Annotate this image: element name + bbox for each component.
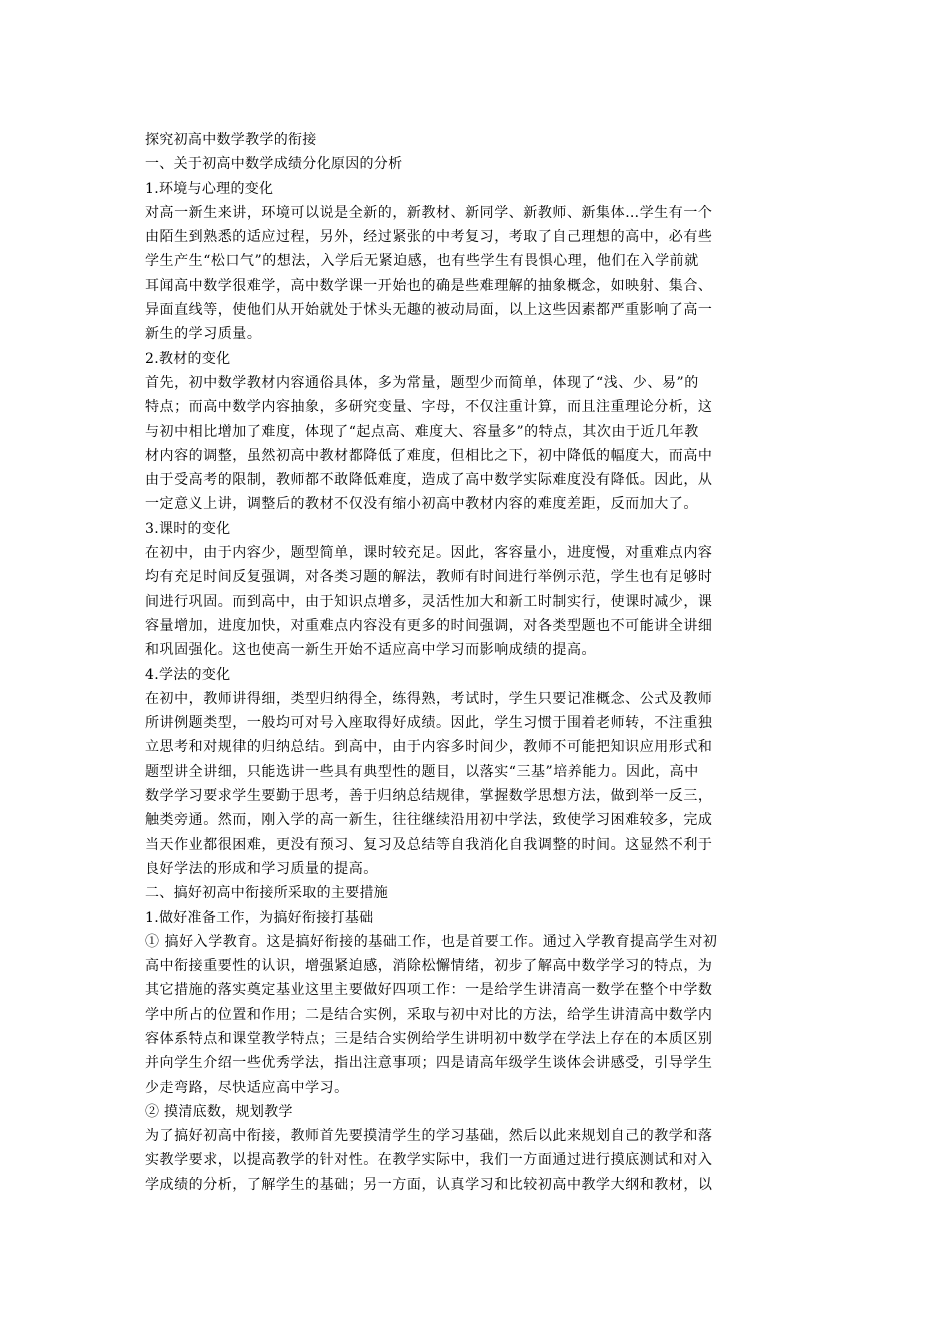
paragraph-line: ① 搞好入学教育。这是搞好衔接的基础工作，也是首要工作。通过入学教育提高学生对初 — [145, 933, 718, 950]
paragraph-line: 良好学法的形成和学习质量的提高。 — [145, 860, 378, 877]
subsection-heading: 4.学法的变化 — [145, 666, 231, 683]
paragraph-line: 数学学习要求学生要勤于思考，善于归纳总结规律，掌握数学思想方法，做到举一反三， — [145, 788, 713, 805]
paragraph-line: 由于受高考的限制，教师都不敢降低难度，造成了高中数学实际难度没有降低。因此，从 — [145, 472, 713, 489]
subsection-heading: 1.做好准备工作，为搞好衔接打基础 — [145, 909, 374, 926]
paragraph-line: 当天作业都很困难，更没有预习、复习及总结等自我消化自我调整的时间。这显然不利于 — [145, 836, 713, 853]
paragraph-line: 学成绩的分析，了解学生的基础；另一方面，认真学习和比较初高中教学大纲和教材，以 — [145, 1176, 713, 1193]
paragraph-line: 题型讲全讲细，只能选讲一些具有典型性的题目，以落实“三基”培养能力。因此，高中 — [145, 763, 699, 780]
paragraph-line: 材内容的调整，虽然初高中教材都降低了难度，但相比之下，初中降低的幅度大，而高中 — [145, 447, 713, 464]
document-page — [145, 128, 807, 1197]
paragraph-line: 均有充足时间反复强调，对各类习题的解法，教师有时间进行举例示范，学生也有足够时 — [145, 569, 713, 586]
paragraph-line: 一定意义上讲，调整后的教材不仅没有缩小初高中教材内容的难度差距，反而加大了。 — [145, 496, 698, 513]
paragraph-line: 高中衔接重要性的认识，增强紧迫感，消除松懈情绪，初步了解高中数学学习的特点，为 — [145, 958, 713, 975]
paragraph-line: 学中所占的位置和作用；二是结合实例，采取与初中对比的方法，给学生讲清高中数学内 — [145, 1006, 713, 1023]
paragraph-line: 异面直线等，使他们从开始就处于怵头无趣的被动局面，以上这些因素都严重影响了高一 — [145, 302, 713, 319]
subsection-heading: 3.课时的变化 — [145, 520, 231, 537]
paragraph-line: 学生产生“松口气”的想法，入学后无紧迫感，也有些学生有畏惧心理，他们在入学前就 — [145, 253, 699, 270]
paragraph-line: 新生的学习质量。 — [145, 326, 262, 343]
document-title: 探究初高中数学教学的衔接 — [145, 132, 317, 148]
paragraph-line: 耳闻高中数学很难学，高中数学课一开始也的确是些难理解的抽象概念，如映射、集合、 — [145, 277, 713, 294]
paragraph-line: 在初中，教师讲得细，类型归纳得全，练得熟，考试时，学生只要记准概念、公式及教师 — [145, 690, 713, 707]
paragraph-line: 特点；而高中数学内容抽象，多研究变量、字母，不仅注重计算，而且注重理论分析，这 — [145, 399, 713, 416]
paragraph-line: 和巩固强化。这也使高一新生开始不适应高中学习而影响成绩的提高。 — [145, 642, 597, 659]
paragraph-line: 与初中相比增加了难度，体现了“起点高、难度大、容量多”的特点，其次由于近几年教 — [145, 423, 699, 440]
paragraph-line: 由陌生到熟悉的适应过程，另外，经过紧张的中考复习，考取了自己理想的高中，必有些 — [145, 229, 713, 246]
subsection-heading: ② 摸清底数，规划教学 — [145, 1103, 293, 1120]
paragraph-line: 少走弯路，尽快适应高中学习。 — [145, 1079, 349, 1096]
paragraph-line: 容体系特点和课堂教学特点；三是结合实例给学生讲明初中数学在学法上存在的本质区别 — [145, 1030, 713, 1047]
paragraph-line: 首先，初中数学教材内容通俗具体，多为常量，题型少而简单，体现了“浅、少、易”的 — [145, 374, 699, 391]
paragraph-line: 其它措施的落实奠定基业这里主要做好四项工作：一是给学生讲清高一数学在整个中学数 — [145, 982, 713, 999]
paragraph-line: 实教学要求，以提高教学的针对性。在教学实际中，我们一方面通过进行摸底测试和对入 — [145, 1152, 713, 1169]
subsection-heading: 2.教材的变化 — [145, 350, 231, 367]
paragraph-line: 容量增加，进度加快，对重难点内容没有更多的时间强调，对各类型题也不可能讲全讲细 — [145, 617, 713, 634]
section-heading: 一、关于初高中数学成绩分化原因的分析 — [145, 156, 403, 173]
paragraph-line: 为了搞好初高中衔接，教师首先要摸清学生的学习基础，然后以此来规划自己的教学和落 — [145, 1128, 713, 1145]
paragraph-line: 在初中，由于内容少，题型简单，课时较充足。因此，客容量小，进度慢，对重难点内容 — [145, 545, 713, 562]
paragraph-line: 并向学生介绍一些优秀学法，指出注意事项；四是请高年级学生谈体会讲感受，引导学生 — [145, 1055, 713, 1072]
paragraph-line: 所讲例题类型，一般均可对号入座取得好成绩。因此，学生习惯于围着老师转，不注重独 — [145, 715, 713, 732]
paragraph-line: 触类旁通。然而，刚入学的高一新生，往往继续沿用初中学法，致使学习困难较多，完成 — [145, 812, 713, 829]
subsection-heading: 1.环境与心理的变化 — [145, 180, 274, 197]
paragraph-line: 间进行巩固。而到高中，由于知识点增多，灵活性加大和新工时制实行，使课时减少，课 — [145, 593, 713, 610]
paragraph-line: 对高一新生来讲，环境可以说是全新的，新教材、新同学、新教师、新集体…学生有一个 — [145, 204, 713, 221]
section-heading: 二、搞好初高中衔接所采取的主要措施 — [145, 885, 389, 902]
paragraph-line: 立思考和对规律的归纳总结。到高中，由于内容多时间少，教师不可能把知识应用形式和 — [145, 739, 713, 756]
